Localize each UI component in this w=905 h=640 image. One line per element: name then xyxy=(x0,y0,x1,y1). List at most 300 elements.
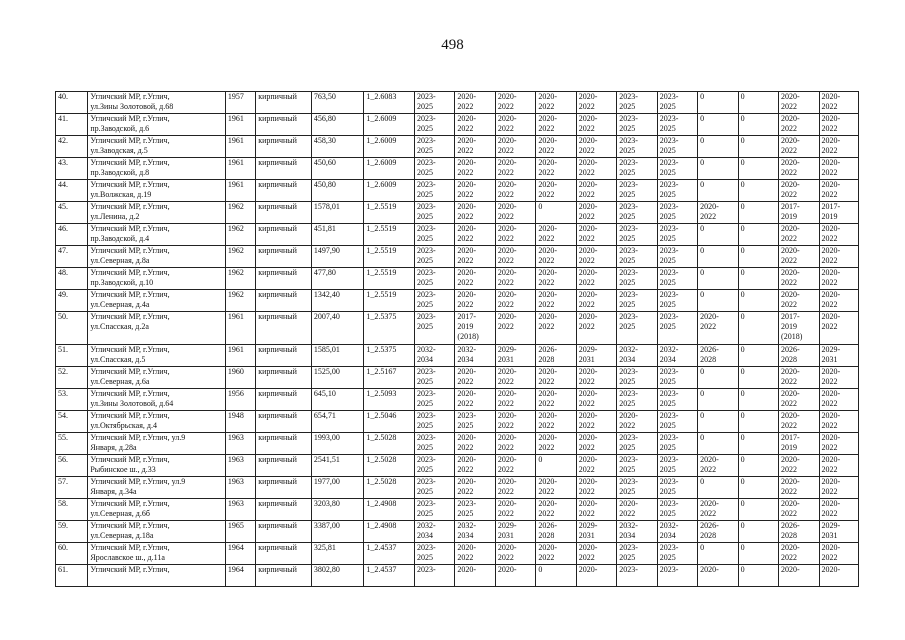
area-cell: 3387,00 xyxy=(311,521,364,543)
period-line: 2022 xyxy=(578,300,595,309)
address-cell xyxy=(88,433,226,455)
period-line: 2017- xyxy=(457,312,477,321)
area-cell: 763,50 xyxy=(311,92,364,114)
address-line: Угличский МР, г.Углич, xyxy=(90,455,170,464)
period-line: 2020- xyxy=(578,565,598,574)
period-line: 2020- xyxy=(578,312,598,321)
period-line: 2022 xyxy=(821,102,838,111)
period-cell xyxy=(617,180,657,202)
period-line: 0 xyxy=(740,411,745,420)
period-line: 2022 xyxy=(457,212,474,221)
period-line: 2020- xyxy=(457,389,477,398)
period-line: 0 xyxy=(740,389,745,398)
period-line: 2022 xyxy=(497,421,514,430)
period-cell xyxy=(414,92,454,114)
period-line: 2032- xyxy=(416,521,436,530)
period-line: 2029- xyxy=(821,521,841,530)
period-line: 2022 xyxy=(538,421,555,430)
period-cell xyxy=(819,367,859,389)
period-line: 2025 xyxy=(416,124,433,133)
material-cell: кирпичный xyxy=(256,345,312,367)
period-line: (2018) xyxy=(781,332,803,341)
row-number-cell: 58. xyxy=(56,499,88,521)
period-cell xyxy=(698,565,738,587)
row-number-cell: 50. xyxy=(56,312,88,345)
period-cell xyxy=(738,433,778,455)
period-line: 0 xyxy=(700,367,705,376)
period-cell xyxy=(617,224,657,246)
row-number-cell: 41. xyxy=(56,114,88,136)
period-cell xyxy=(414,136,454,158)
period-cell xyxy=(738,158,778,180)
period-line: 2022 xyxy=(821,146,838,155)
period-line: 2025 xyxy=(659,190,676,199)
table-row xyxy=(56,246,859,268)
period-line: 2022 xyxy=(497,487,514,496)
period-cell xyxy=(455,114,495,136)
address-line: ул.Северная, д.18а xyxy=(90,531,154,540)
period-line: 2025 xyxy=(659,553,676,562)
period-line: 0 xyxy=(740,246,745,255)
address-cell xyxy=(88,114,226,136)
period-line: 2022 xyxy=(457,399,474,408)
period-line: 2025 xyxy=(416,234,433,243)
period-line: 2022 xyxy=(578,443,595,452)
row-number-cell: 49. xyxy=(56,290,88,312)
period-line: 2023- xyxy=(619,136,638,145)
period-cell xyxy=(738,565,778,587)
period-line: 2020- xyxy=(781,158,800,167)
period-line: 2025 xyxy=(619,377,636,386)
period-cell xyxy=(819,180,859,202)
area-cell: 3203,80 xyxy=(311,499,364,521)
period-cell xyxy=(779,114,819,136)
material-cell: кирпичный xyxy=(256,455,312,477)
area-cell: 1977,00 xyxy=(311,477,364,499)
period-line: 2025 xyxy=(416,399,433,408)
period-line: 2025 xyxy=(416,146,433,155)
period-cell xyxy=(455,312,495,345)
period-line: 2020- xyxy=(821,367,841,376)
table-row xyxy=(56,180,859,202)
period-line: 2025 xyxy=(619,256,636,265)
address-line: Угличский МР, г.Углич, xyxy=(90,290,170,299)
period-line: 2025 xyxy=(659,509,676,518)
period-line: 2032- xyxy=(659,345,679,354)
period-line: 2025 xyxy=(416,509,433,518)
period-line: 2020- xyxy=(457,246,477,255)
period-cell xyxy=(576,345,616,367)
period-line: 2023- xyxy=(659,367,679,376)
period-line: 2020- xyxy=(538,158,557,167)
period-line: 2020- xyxy=(497,477,517,486)
period-cell xyxy=(414,433,454,455)
address-cell xyxy=(88,455,226,477)
period-cell xyxy=(617,92,657,114)
address-cell xyxy=(88,477,226,499)
period-cell xyxy=(657,499,697,521)
period-cell xyxy=(414,389,454,411)
period-line: 2020- xyxy=(497,290,517,299)
address-cell xyxy=(88,136,226,158)
period-line: 0 xyxy=(700,92,705,101)
period-line: 2020- xyxy=(781,224,800,233)
period-line: 2020- xyxy=(821,565,841,574)
address-line: ул.Северная, д.6б xyxy=(90,509,150,518)
period-line: 2025 xyxy=(416,322,433,331)
period-line: 2025 xyxy=(659,124,676,133)
period-cell xyxy=(536,224,576,246)
period-line: 2025 xyxy=(659,256,676,265)
period-line: 2020- xyxy=(497,499,517,508)
period-line: 2023- xyxy=(619,268,638,277)
period-line: 0 xyxy=(700,268,705,277)
period-line: 2019 xyxy=(781,322,798,331)
period-cell xyxy=(657,246,697,268)
period-cell xyxy=(455,521,495,543)
address-cell xyxy=(88,521,226,543)
period-cell xyxy=(819,202,859,224)
table-row xyxy=(56,268,859,290)
period-line: 0 xyxy=(740,521,745,530)
period-line: 0 xyxy=(700,543,705,552)
period-line: 2023- xyxy=(619,202,638,211)
period-line: 2025 xyxy=(619,234,636,243)
period-cell xyxy=(617,367,657,389)
period-line: 2020- xyxy=(821,543,841,552)
period-cell xyxy=(738,180,778,202)
period-cell xyxy=(738,411,778,433)
period-line: 2023- xyxy=(659,290,679,299)
period-line: 2020- xyxy=(781,114,800,123)
period-line: 2022 xyxy=(578,102,595,111)
period-cell xyxy=(495,136,535,158)
period-cell xyxy=(536,411,576,433)
row-number-cell: 56. xyxy=(56,455,88,477)
period-line: 2022 xyxy=(578,124,595,133)
table-row xyxy=(56,389,859,411)
period-line: 2022 xyxy=(538,443,555,452)
period-cell xyxy=(657,345,697,367)
period-line: 2022 xyxy=(821,443,838,452)
address-cell xyxy=(88,158,226,180)
period-line: 2022 xyxy=(821,168,838,177)
period-line: 2022 xyxy=(781,124,798,133)
period-cell xyxy=(536,345,576,367)
period-cell xyxy=(536,246,576,268)
period-line: 2022 xyxy=(538,399,555,408)
address-line: Угличский МР, г.Углич, xyxy=(90,202,170,211)
period-line: 2034 xyxy=(619,531,636,540)
period-line: 2020- xyxy=(578,499,598,508)
period-line: 2022 xyxy=(497,399,514,408)
period-line: 2023- xyxy=(659,312,679,321)
period-line: 2023- xyxy=(659,499,679,508)
area-cell: 458,30 xyxy=(311,136,364,158)
code-cell: 1_2.5046 xyxy=(364,411,415,433)
period-line: 2025 xyxy=(659,234,676,243)
period-line: 2029- xyxy=(821,345,841,354)
period-line: 2020- xyxy=(821,290,841,299)
period-line: 2022 xyxy=(821,421,838,430)
period-cell xyxy=(657,565,697,587)
period-cell xyxy=(455,345,495,367)
period-cell xyxy=(576,521,616,543)
period-cell xyxy=(455,367,495,389)
period-cell xyxy=(779,345,819,367)
area-cell: 325,81 xyxy=(311,543,364,565)
material-cell: кирпичный xyxy=(256,268,312,290)
period-line: 2022 xyxy=(538,168,555,177)
period-line: 2032- xyxy=(619,521,638,530)
period-cell xyxy=(819,345,859,367)
period-cell xyxy=(495,158,535,180)
period-line: 2023- xyxy=(659,136,679,145)
period-line: 2023- xyxy=(619,543,638,552)
period-cell xyxy=(576,290,616,312)
period-cell xyxy=(617,345,657,367)
period-line: 2022 xyxy=(497,465,514,474)
period-cell xyxy=(698,367,738,389)
year-cell: 1964 xyxy=(225,543,255,565)
material-cell: кирпичный xyxy=(256,565,312,587)
period-cell xyxy=(536,312,576,345)
period-line: 2023- xyxy=(619,433,638,442)
period-line: 2025 xyxy=(619,168,636,177)
period-cell xyxy=(819,268,859,290)
period-line: 2019 xyxy=(781,212,798,221)
period-cell xyxy=(536,565,576,587)
period-line: 2020- xyxy=(538,389,557,398)
material-cell: кирпичный xyxy=(256,158,312,180)
period-line: 2025 xyxy=(619,190,636,199)
period-cell xyxy=(576,565,616,587)
period-cell xyxy=(536,114,576,136)
period-line: 2020- xyxy=(497,92,517,101)
period-cell xyxy=(414,345,454,367)
period-cell xyxy=(536,521,576,543)
period-cell xyxy=(576,312,616,345)
address-line: ул.Спасская, д.5 xyxy=(90,355,146,364)
period-line: 2023- xyxy=(619,246,638,255)
period-line: 2022 xyxy=(821,377,838,386)
year-cell: 1964 xyxy=(225,565,255,587)
period-line: 2028 xyxy=(781,355,798,364)
period-cell xyxy=(495,477,535,499)
period-line: 2022 xyxy=(821,234,838,243)
period-line: 2025 xyxy=(659,487,676,496)
period-line: 0 xyxy=(740,499,745,508)
period-line: 2023- xyxy=(659,433,679,442)
address-line: ул.Заводская, д.5 xyxy=(90,146,148,155)
row-number-cell: 60. xyxy=(56,543,88,565)
period-cell xyxy=(414,565,454,587)
year-cell: 1956 xyxy=(225,389,255,411)
address-cell xyxy=(88,246,226,268)
period-cell xyxy=(455,455,495,477)
period-line: 2025 xyxy=(619,487,636,496)
period-line: 2023- xyxy=(659,411,679,420)
period-line: 0 xyxy=(700,180,705,189)
code-cell: 1_2.6083 xyxy=(364,92,415,114)
table-row xyxy=(56,158,859,180)
address-line: Января, д.34а xyxy=(90,487,137,496)
period-cell xyxy=(536,433,576,455)
period-line: 2022 xyxy=(821,322,838,331)
period-line: 2020- xyxy=(497,565,517,574)
period-line: 2025 xyxy=(659,278,676,287)
period-line: 2025 xyxy=(619,465,636,474)
address-line: ул.Северная, д.8а xyxy=(90,256,150,265)
period-cell xyxy=(779,268,819,290)
period-cell xyxy=(495,565,535,587)
period-cell xyxy=(657,92,697,114)
period-line: 2020- xyxy=(781,92,800,101)
period-line: 2022 xyxy=(497,190,514,199)
period-line: 2022 xyxy=(457,234,474,243)
address-cell xyxy=(88,92,226,114)
period-cell xyxy=(617,114,657,136)
period-line: 2026- xyxy=(538,345,557,354)
material-cell: кирпичный xyxy=(256,290,312,312)
period-cell xyxy=(819,543,859,565)
code-cell: 1_2.5519 xyxy=(364,268,415,290)
address-line: Ярославское ш., д.11а xyxy=(90,553,165,562)
address-line: Угличский МР, г.Углич, xyxy=(90,521,170,530)
period-line: 2020- xyxy=(700,455,719,464)
period-line: 2020- xyxy=(821,433,841,442)
period-cell xyxy=(657,224,697,246)
period-cell xyxy=(657,477,697,499)
period-cell xyxy=(698,345,738,367)
period-line: 2023- xyxy=(416,158,436,167)
period-cell xyxy=(779,565,819,587)
period-cell xyxy=(657,158,697,180)
period-line: 2023- xyxy=(619,389,638,398)
address-line: пр.Заводской, д.8 xyxy=(90,168,150,177)
period-line: 2032- xyxy=(457,345,477,354)
period-cell xyxy=(779,202,819,224)
period-line: 2020- xyxy=(497,411,517,420)
address-line: Угличский МР, г.Углич, xyxy=(90,180,170,189)
period-line: 2023- xyxy=(659,565,679,574)
period-line: 2017- xyxy=(781,312,800,321)
period-cell xyxy=(495,367,535,389)
period-line: 2023- xyxy=(416,202,436,211)
period-line: 2023- xyxy=(659,158,679,167)
period-line: 2023- xyxy=(416,92,436,101)
period-line: 2022 xyxy=(781,553,798,562)
period-line: 2020- xyxy=(821,389,841,398)
address-line: Угличский МР, г.Углич, ул.9 xyxy=(90,477,186,486)
period-line: 2022 xyxy=(538,234,555,243)
period-line: 2020- xyxy=(578,290,598,299)
year-cell: 1962 xyxy=(225,268,255,290)
period-cell xyxy=(455,136,495,158)
period-cell xyxy=(698,312,738,345)
table-row xyxy=(56,411,859,433)
address-line: Угличский МР, г.Углич, xyxy=(90,158,170,167)
period-cell xyxy=(738,246,778,268)
period-cell xyxy=(657,367,697,389)
period-cell xyxy=(617,455,657,477)
period-cell xyxy=(738,224,778,246)
period-cell xyxy=(698,433,738,455)
period-line: 2020- xyxy=(538,114,557,123)
period-line: 2022 xyxy=(700,509,717,518)
period-line: 2031 xyxy=(821,531,838,540)
table-row xyxy=(56,114,859,136)
period-cell xyxy=(495,455,535,477)
period-line: 2020- xyxy=(497,180,517,189)
material-cell: кирпичный xyxy=(256,433,312,455)
period-cell xyxy=(495,92,535,114)
table-row xyxy=(56,499,859,521)
period-cell xyxy=(779,158,819,180)
address-line: пр.Заводской, д.4 xyxy=(90,234,150,243)
period-line: 2020- xyxy=(497,158,517,167)
period-cell xyxy=(779,499,819,521)
period-line: 2023- xyxy=(416,180,436,189)
period-cell xyxy=(698,202,738,224)
code-cell: 1_2.5519 xyxy=(364,290,415,312)
period-line: 2023- xyxy=(416,114,436,123)
period-line: 2022 xyxy=(538,102,555,111)
period-line: 2025 xyxy=(619,278,636,287)
period-line: 2022 xyxy=(457,465,474,474)
code-cell: 1_2.5519 xyxy=(364,202,415,224)
period-line: 2022 xyxy=(538,487,555,496)
code-cell: 1_2.5028 xyxy=(364,455,415,477)
period-cell xyxy=(536,268,576,290)
period-line: 2028 xyxy=(700,355,717,364)
period-line: 2020- xyxy=(781,290,800,299)
address-line: Угличский МР, г.Углич, xyxy=(90,411,170,420)
period-cell xyxy=(536,477,576,499)
period-line: 2020- xyxy=(457,202,477,211)
period-cell xyxy=(617,543,657,565)
year-cell: 1963 xyxy=(225,433,255,455)
address-line: Угличский МР, г.Углич, xyxy=(90,499,170,508)
address-line: ул.Октябрьская, д.4 xyxy=(90,421,157,430)
period-cell xyxy=(698,411,738,433)
period-line: 2020- xyxy=(821,114,841,123)
code-cell: 1_2.5167 xyxy=(364,367,415,389)
period-cell xyxy=(738,312,778,345)
area-cell: 1525,00 xyxy=(311,367,364,389)
material-cell: кирпичный xyxy=(256,180,312,202)
row-number-cell: 52. xyxy=(56,367,88,389)
period-line: 2025 xyxy=(619,322,636,331)
period-line: 2020- xyxy=(497,268,517,277)
period-line: 2020- xyxy=(578,158,598,167)
period-line: 2023- xyxy=(416,433,436,442)
period-cell xyxy=(495,114,535,136)
period-line: 2022 xyxy=(497,278,514,287)
period-cell xyxy=(455,565,495,587)
period-line: 2022 xyxy=(821,300,838,309)
year-cell: 1961 xyxy=(225,180,255,202)
period-cell xyxy=(698,92,738,114)
page-number: 498 xyxy=(441,37,464,53)
period-cell xyxy=(455,268,495,290)
period-line: 0 xyxy=(740,158,745,167)
period-cell xyxy=(738,367,778,389)
period-cell xyxy=(576,224,616,246)
period-cell xyxy=(819,246,859,268)
period-cell xyxy=(819,521,859,543)
period-cell xyxy=(698,455,738,477)
